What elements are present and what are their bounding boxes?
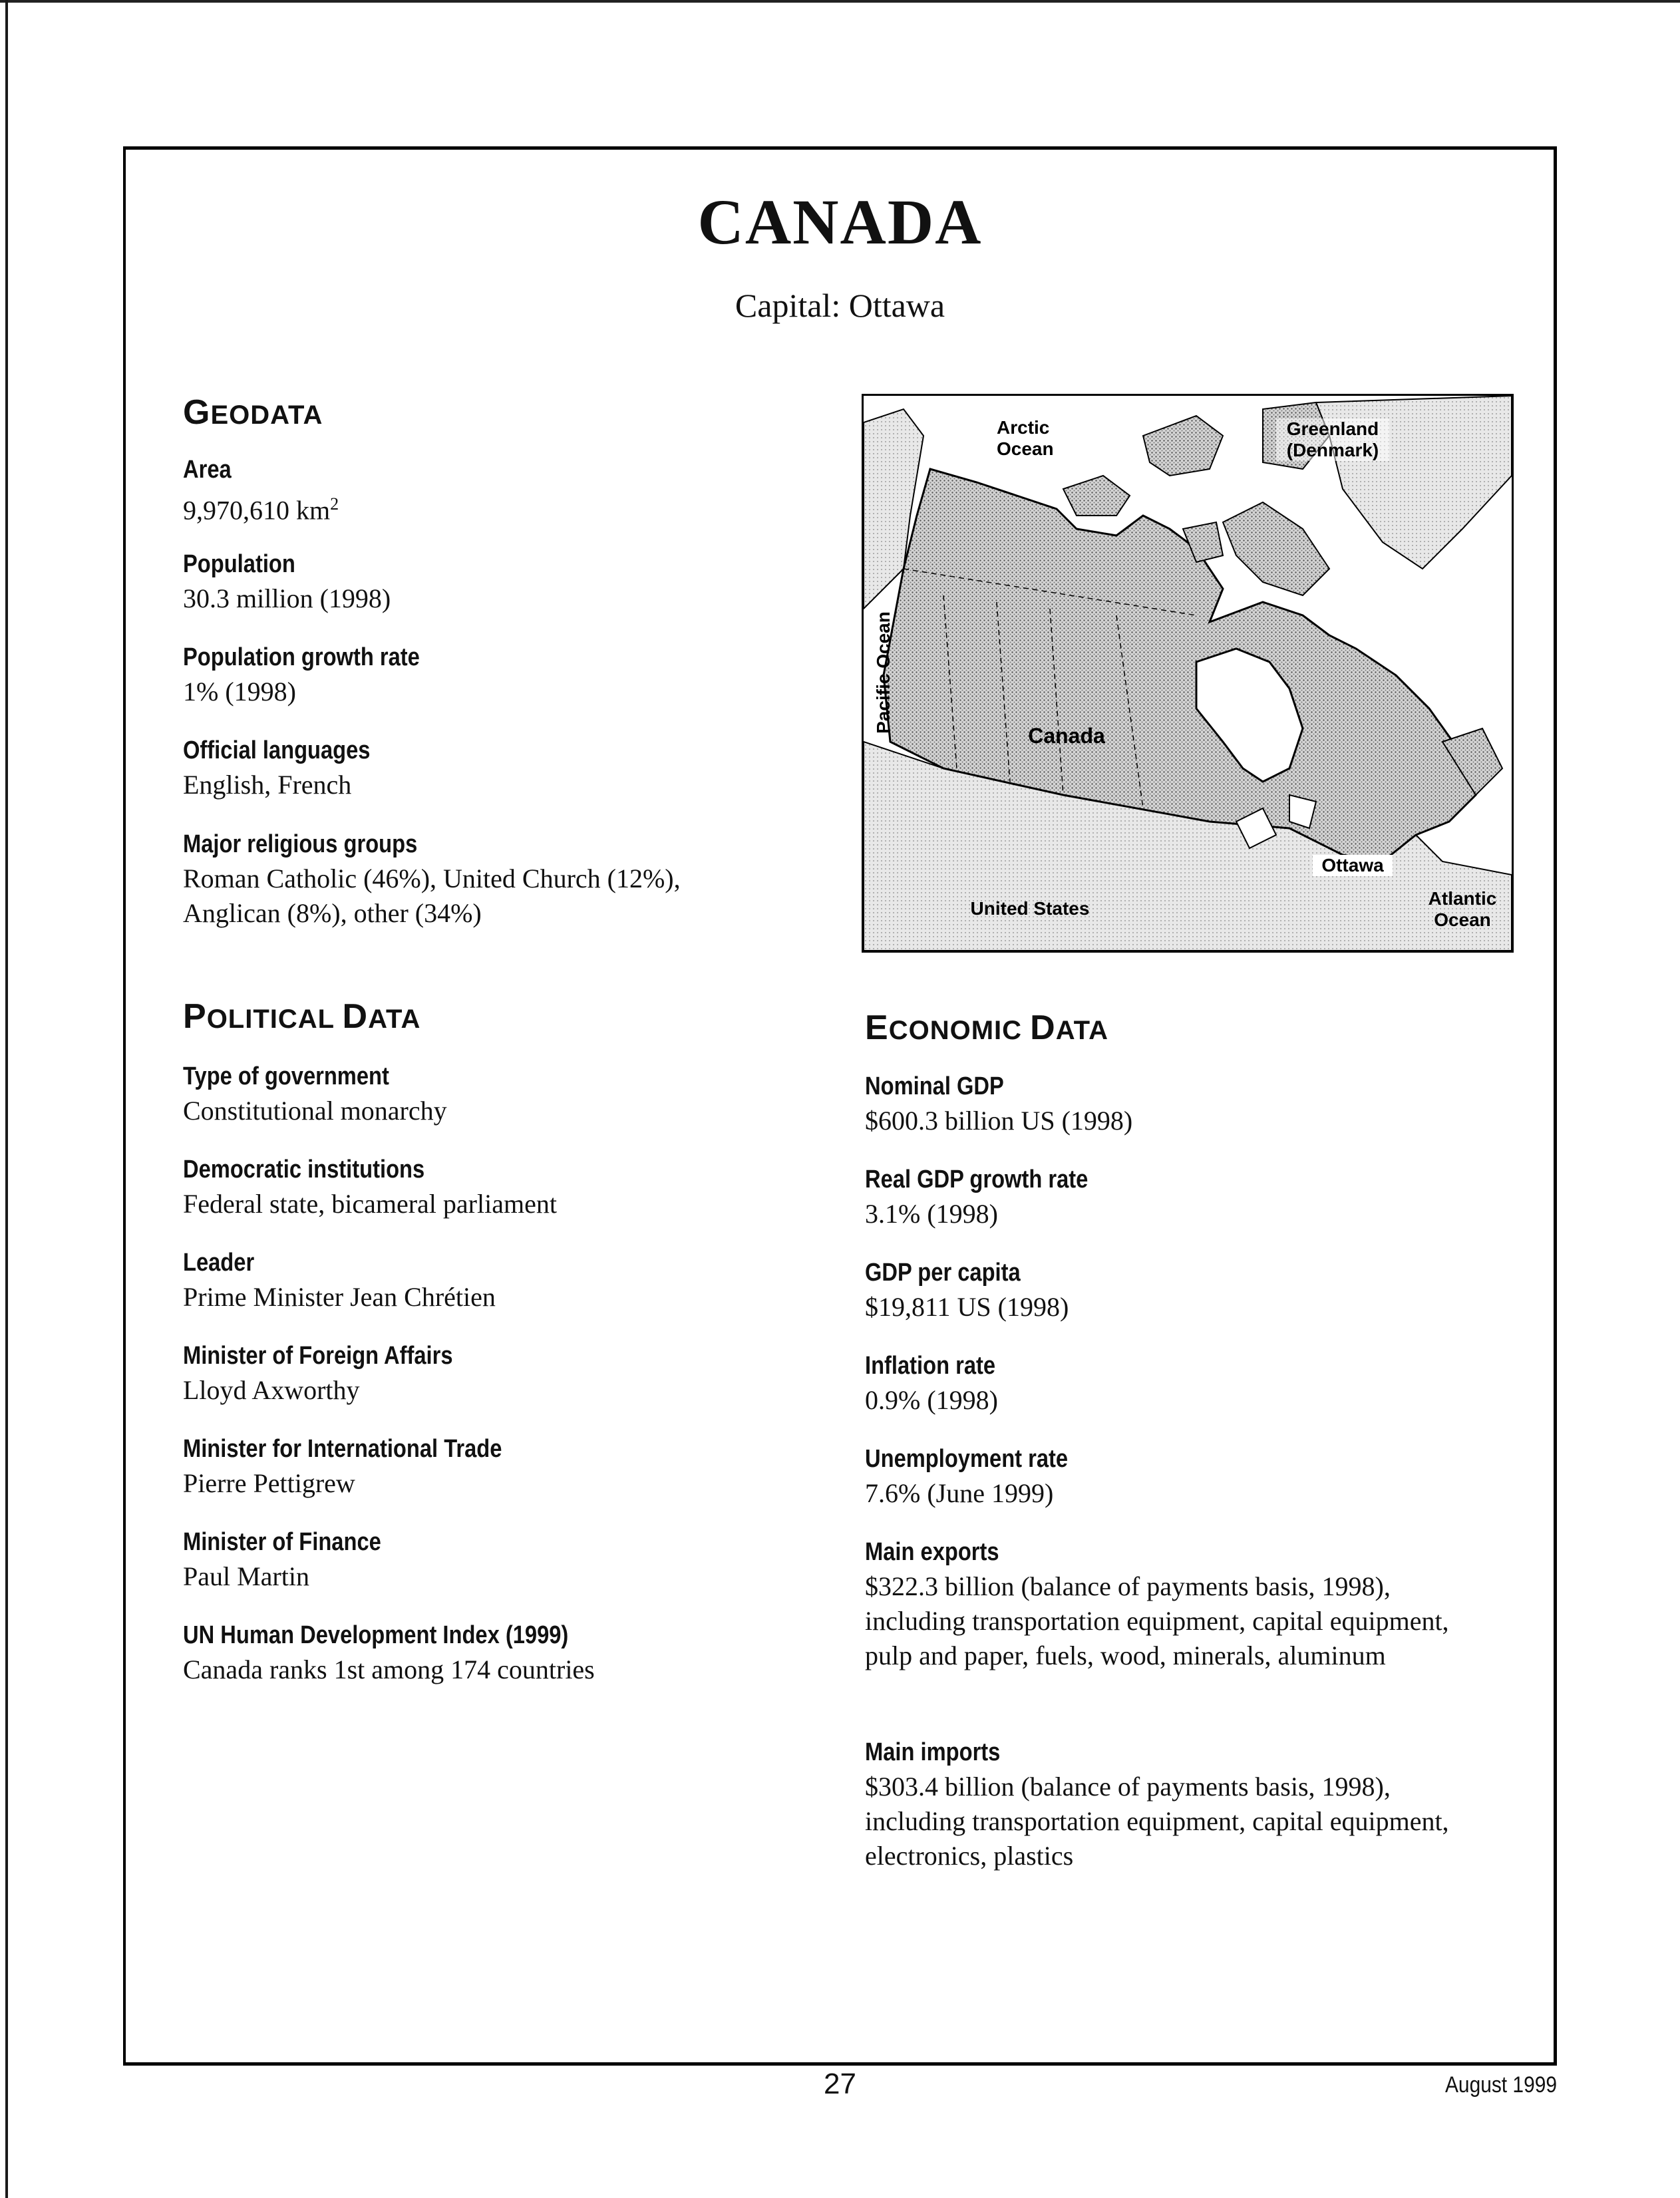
field-label: Main exports bbox=[865, 1538, 999, 1566]
field-label: Area bbox=[183, 456, 232, 484]
political-heading bbox=[183, 997, 420, 1036]
area-superscript: 2 bbox=[330, 494, 339, 514]
economic-heading-ata: ATA bbox=[1055, 1016, 1108, 1045]
field-value: 0.9% (1998) bbox=[865, 1385, 998, 1415]
field-value: $303.4 billion (balance of payments basis, 1998), including transportation equipment, capital equipment, electronics, plastics bbox=[865, 1772, 1449, 1871]
economic-gdp-per-capita bbox=[865, 1255, 1597, 1325]
economic-heading-d: D bbox=[1030, 1009, 1056, 1047]
economic-inflation bbox=[865, 1348, 1597, 1418]
field-label: Democratic institutions bbox=[183, 1156, 425, 1183]
field-value: 3.1% (1998) bbox=[865, 1199, 998, 1229]
economic-real-gdp-growth bbox=[865, 1162, 1597, 1231]
publication-date: August 1999 bbox=[1444, 2072, 1557, 2098]
economic-unemployment bbox=[865, 1442, 1597, 1511]
field-value: Paul Martin bbox=[183, 1561, 309, 1591]
page-number: 27 bbox=[824, 2068, 856, 2100]
scan-edge-top bbox=[0, 0, 1680, 3]
political-heading-ata: ATA bbox=[368, 1005, 421, 1034]
field-value: 7.6% (June 1999) bbox=[865, 1478, 1054, 1508]
field-value: Canada ranks 1st among 174 countries bbox=[183, 1654, 595, 1684]
economic-heading-e: E bbox=[865, 1009, 889, 1047]
country-title: CANADA bbox=[697, 186, 983, 257]
geodata-religions bbox=[183, 827, 782, 931]
field-value: $322.3 billion (balance of payments basis, 1998), including transportation equipment, capital equipment, pulp and paper, fuels, wood, minerals, aluminum bbox=[865, 1571, 1449, 1670]
map-label-canada: Canada bbox=[1028, 724, 1105, 748]
geodata-population bbox=[183, 547, 915, 616]
field-label: Population bbox=[183, 550, 295, 578]
field-value: $19,811 US (1998) bbox=[865, 1292, 1069, 1322]
field-label: Type of government bbox=[183, 1062, 389, 1090]
political-finance bbox=[183, 1525, 915, 1594]
canada-map bbox=[862, 394, 1514, 953]
field-label: UN Human Development Index (1999) bbox=[183, 1621, 569, 1649]
map-graphic bbox=[864, 396, 1512, 951]
capital-line: Capital: Ottawa bbox=[735, 287, 945, 324]
area-value: 9,970,610 km bbox=[183, 495, 331, 526]
field-label: Minister of Finance bbox=[183, 1528, 381, 1556]
economic-heading-conomic: CONOMIC bbox=[888, 1016, 1031, 1045]
economic-main-exports bbox=[865, 1535, 1477, 1673]
political-hdi bbox=[183, 1618, 915, 1687]
field-value bbox=[183, 487, 915, 528]
field-value: $600.3 billion US (1998) bbox=[865, 1106, 1133, 1136]
political-leader bbox=[183, 1245, 915, 1315]
geodata-heading-rest: EODATA bbox=[210, 400, 323, 430]
field-label: Inflation rate bbox=[865, 1352, 996, 1380]
map-label-ottawa: Ottawa bbox=[1313, 855, 1393, 876]
geodata-heading bbox=[183, 392, 323, 432]
geodata-growth-rate bbox=[183, 640, 915, 709]
field-label: Official languages bbox=[183, 736, 371, 764]
field-label: Minister of Foreign Affairs bbox=[183, 1342, 453, 1370]
political-foreign-affairs bbox=[183, 1338, 915, 1408]
map-label-greenland: Greenland (Denmark) bbox=[1276, 418, 1389, 461]
geodata-heading-initial: G bbox=[183, 393, 211, 432]
field-value: Pierre Pettigrew bbox=[183, 1468, 355, 1498]
field-value: 30.3 million (1998) bbox=[183, 583, 391, 613]
map-label-united-states: United States bbox=[970, 898, 1090, 919]
field-value: Federal state, bicameral parliament bbox=[183, 1189, 557, 1219]
field-value: Roman Catholic (46%), United Church (12%), Anglican (8%), other (34%) bbox=[183, 864, 681, 928]
field-label: Major religious groups bbox=[183, 830, 418, 858]
field-label: Population growth rate bbox=[183, 643, 420, 671]
field-label: Real GDP growth rate bbox=[865, 1166, 1089, 1193]
political-government-type bbox=[183, 1059, 915, 1128]
field-value: 1% (1998) bbox=[183, 677, 296, 706]
field-value: English, French bbox=[183, 770, 352, 800]
field-value: Prime Minister Jean Chrétien bbox=[183, 1282, 496, 1312]
field-value: Lloyd Axworthy bbox=[183, 1375, 360, 1405]
geodata-area bbox=[183, 452, 915, 528]
map-label-arctic: Arctic Ocean bbox=[997, 417, 1054, 459]
map-label-atlantic: Atlantic Ocean bbox=[1428, 888, 1497, 930]
political-heading-d: D bbox=[342, 997, 369, 1036]
political-institutions bbox=[183, 1152, 915, 1221]
field-label: Unemployment rate bbox=[865, 1445, 1069, 1473]
economic-nominal-gdp bbox=[865, 1069, 1597, 1138]
field-label: Minister for International Trade bbox=[183, 1435, 502, 1463]
scan-edge-left bbox=[5, 0, 8, 2198]
geodata-languages bbox=[183, 733, 915, 802]
field-label: Main imports bbox=[865, 1738, 1001, 1766]
political-international-trade bbox=[183, 1432, 915, 1501]
political-heading-p: P bbox=[183, 997, 207, 1036]
map-label-pacific: Pacific Ocean bbox=[873, 611, 894, 734]
field-label: Nominal GDP bbox=[865, 1072, 1004, 1100]
economic-main-imports bbox=[865, 1735, 1477, 1873]
political-heading-olitical: OLITICAL bbox=[206, 1005, 343, 1034]
field-label: GDP per capita bbox=[865, 1259, 1021, 1287]
economic-heading bbox=[865, 1008, 1108, 1048]
field-label: Leader bbox=[183, 1249, 255, 1277]
field-value: Constitutional monarchy bbox=[183, 1096, 447, 1126]
